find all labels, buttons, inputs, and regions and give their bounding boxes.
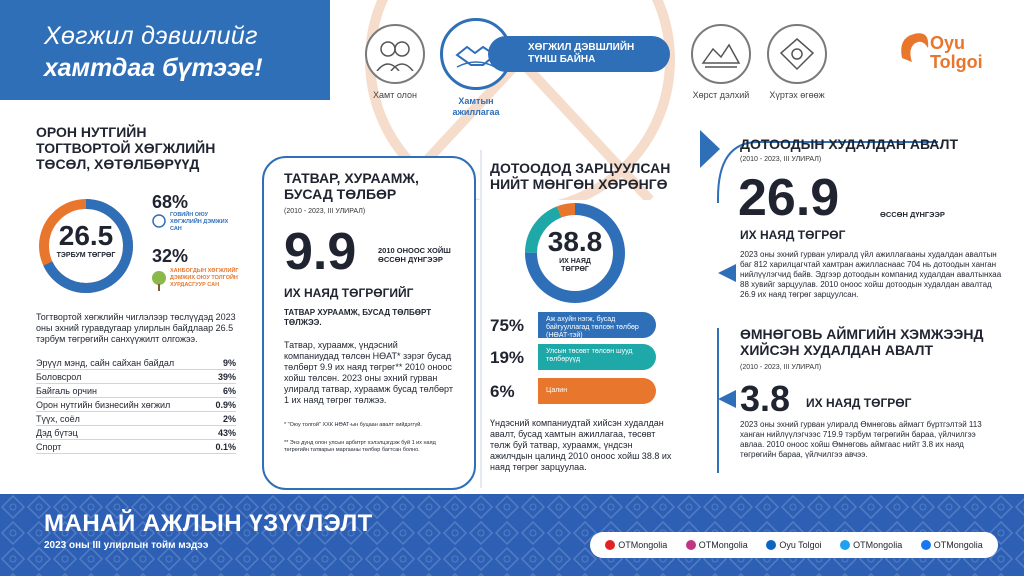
ornament-icon	[767, 24, 827, 84]
oyu-tolgoi-logo-icon	[898, 28, 934, 72]
tax-unit: ИХ НАЯД ТӨГРӨГИЙГ	[284, 286, 414, 300]
youtube-icon	[605, 540, 615, 550]
main-title-line1: Хөгжил дэвшлийг	[44, 22, 258, 50]
social-facebook[interactable]	[921, 540, 983, 550]
social-instagram[interactable]	[686, 540, 748, 550]
row-value: 0.1%	[215, 442, 236, 452]
org-khanbogd-fund: ХАНБОГДЫН ХӨГЖЛИЙГ ДЭМЖИХ ОЮУ ТОЛГОЙН ХУРДАСГУУР САН	[170, 268, 239, 288]
omnogovi-body: 2023 оны эхний гурван улиралд Өмнөговь аймагт бүртгэлтэй 113 ханган нийлүүлэгчээс 719.9 тэрбум төгрөгийн бараа, үйлчилгээ авлаа. 2010 оноос хойш Өмнөговь аймгаас нийт 3.8 их наяд төгрөгийн бараа, үйлчилгээ авчээ.	[740, 420, 982, 459]
footer-title: МАНАЙ АЖЛЫН ҮЗҮҮЛЭЛТ	[44, 510, 373, 537]
bar-pct: 6%	[490, 382, 515, 401]
row-value: 2%	[222, 414, 236, 424]
table-row	[36, 440, 236, 454]
pillar-label: Хамт олон	[373, 90, 417, 100]
row-label: Спорт	[36, 442, 62, 452]
row-value: 43%	[217, 428, 236, 438]
logo-line2: Tolgoi	[930, 52, 983, 72]
fund-emblem-icon	[152, 214, 166, 228]
pillar-label: Хүртэх өгөөж	[769, 90, 825, 100]
tax-title: ТАТВАР, ХУРААМЖ, БУСАД ТӨЛБӨР	[284, 170, 419, 202]
domestic-title: ДОТООДЫН ХУДАЛДАН АВАЛТ	[740, 136, 959, 152]
tax-note1: * "Оюу толгой" ХХК НӨАТ-ын буцаан авалт хийдэггүй.	[284, 422, 422, 428]
funding-value: 26.5	[58, 220, 114, 251]
linkedin-icon	[766, 540, 776, 550]
social-links	[590, 532, 998, 558]
table-row	[36, 384, 236, 398]
pillar-benefit	[760, 24, 834, 101]
logo-line1: Oyu	[930, 33, 966, 53]
partner-tag: ХӨГЖИЛ ДЭВШЛИЙН ТҮНШ БАЙНА	[488, 36, 670, 72]
table-row	[36, 398, 236, 412]
pillar-earth	[686, 24, 756, 101]
instagram-icon	[686, 540, 696, 550]
omnogovi-title: ӨМНӨГОВЬ АЙМГИЙН ХЭМЖЭЭНД ХИЙСЭН ХУДАЛДАН АВАЛТ	[740, 326, 984, 358]
social-label: OTMongolia	[698, 540, 748, 550]
table-row	[36, 426, 236, 440]
spend-title: ДОТООДОД ЗАРЦУУЛСАН НИЙТ МӨНГӨН ХӨРӨНГӨ	[490, 160, 671, 192]
sdg-title: ОРОН НУТГИЙН ТОГТВОРТОЙ ХӨГЖЛИЙН ТӨСӨЛ, ХӨТӨЛБӨРҮҮД	[36, 124, 216, 172]
funding-breakdown-table	[36, 356, 236, 454]
table-row	[36, 356, 236, 370]
domestic-body: 2023 оны эхний гурван улиралд үйл ажиллагааны худалдан авалтын баг 812 харилцагчтай хамтран ажилласнаас 704 нь дотоодын ханган нийлүүлэгчид байв. Эдгээр дотоодын компанид худалдан авалтынхаа 88 хувийг зарцуулав. 2010 оноос хойш дотоодын худалдан авалтад 26.9 их наяд төгрөг зарцуулсан.	[740, 250, 1002, 299]
bar-salary: Цалин	[538, 378, 656, 404]
social-label: OTMongolia	[618, 540, 668, 550]
arrow-decoration	[716, 262, 738, 284]
row-label: Байгаль орчин	[36, 386, 97, 396]
social-linkedin[interactable]	[766, 540, 821, 550]
row-label: Дэд бүтэц	[36, 428, 78, 438]
omnogovi-value: 3.8	[740, 378, 791, 419]
row-value: 6%	[222, 386, 236, 396]
pillar-label: Хамтын ажиллагаа	[452, 96, 500, 117]
bar-pct: 75%	[490, 316, 525, 335]
tax-subtitle: ТАТВАР ХУРААМЖ, БУСАД ТӨЛБӨРТ ТӨЛЖЭЭ.	[284, 308, 432, 327]
spend-body: Үндэсний компаниудтай хийсэн худалдан авалт, бусад хамтын ажиллагаа, төсөвт төлж буй татвар, хураамж, үндсэн ажилчдын цалинд 2010 оноос хойш 38.8 их наяд төгрөг зарцуулаа.	[490, 418, 672, 472]
footer-subtitle: 2023 оны III улирлын тойм мэдээ	[44, 540, 209, 551]
domestic-value: 26.9	[738, 169, 840, 227]
social-label: OTMongolia	[933, 540, 983, 550]
social-twitter[interactable]	[840, 540, 902, 550]
table-row	[36, 370, 236, 384]
tree-icon	[150, 270, 168, 292]
funding-unit: ТЭРБУМ ТӨГРӨГ	[56, 252, 116, 259]
spend-unit: ИХ НАЯД ТӨГРӨГ	[559, 258, 591, 273]
tax-body: Татвар, хураамж, үндэсний компаниудад төлсөн НӨАТ* зэрэг бусад төлбөрт 9.9 их наяд төгрөг** 2010 оноос хойш төлсөн. 2023 оны эхний гурван улиралд татвар, хураамж бусад төлбөрт 1 их наяд төгрөг төлжээ.	[284, 340, 453, 405]
tax-value: 9.9	[284, 223, 357, 281]
funding-description: Тогтвортой хөгжлийн чиглэлээр төслүүдэд 2023 оны эхний гуравдугаар улирлын байдлаар 26.5 тэрбум төгрөгийн санхүүжилт олгожээ.	[36, 312, 236, 344]
bar-pct: 19%	[490, 348, 525, 367]
pillar-community	[360, 24, 430, 101]
workers-icon	[365, 24, 425, 84]
omnogovi-period: (2010 - 2023, III УЛИРАЛ)	[740, 364, 822, 371]
row-label: Эрүүл мэнд, сайн сайхан байдал	[36, 358, 175, 368]
domestic-unit: ИХ НАЯД ТӨГРӨГ	[740, 228, 846, 242]
omnogovi-unit: ИХ НАЯД ТӨГРӨГ	[806, 396, 912, 410]
pct-68: 68%	[152, 192, 189, 212]
tax-period: (2010 - 2023, III УЛИРАЛ)	[284, 208, 366, 215]
row-value: 9%	[222, 358, 236, 368]
company-logo	[930, 34, 983, 72]
twitter-icon	[840, 540, 850, 550]
main-title-line2: хамтдаа бүтээе!	[44, 54, 263, 82]
row-label: Орон нутгийн бизнесийн хөгжил	[36, 400, 171, 410]
social-youtube[interactable]	[605, 540, 667, 550]
row-label: Боловсрол	[36, 372, 82, 382]
bar-payments: Аж ахуйн нэгж, бусад байгууллагад төлсөн төлбөр (НӨАТ-тэй)	[538, 312, 656, 338]
social-label: Oyu Tolgoi	[779, 540, 822, 550]
row-value: 0.9%	[215, 400, 236, 410]
landscape-icon	[691, 24, 751, 84]
domestic-period: (2010 - 2023, III УЛИРАЛ)	[740, 156, 822, 163]
social-label: OTMongolia	[853, 540, 903, 550]
row-value: 39%	[217, 372, 236, 382]
pillar-label: Хөрст дэлхий	[692, 90, 750, 100]
facebook-icon	[921, 540, 931, 550]
row-label: Түүх, соёл	[36, 414, 80, 424]
pct-32: 32%	[152, 246, 189, 266]
table-row	[36, 412, 236, 426]
domestic-side-note: ӨССӨН ДҮНГЭЭР	[880, 210, 945, 219]
arrow-decoration	[716, 388, 738, 410]
org-gobi-fund: ГОВИЙН ОЮУ ХӨГЖЛИЙН ДЭМЖИХ САН	[170, 212, 229, 232]
tax-note2: ** Энэ дүнд олон улсын арбитрт хэлэлцэгдэж буй 1 их наяд төгрөгийн татварын маргааны төлбөр багтсан болно.	[284, 440, 436, 453]
spend-value: 38.8	[547, 226, 603, 257]
bar-budget: Улсын төсөвт төлсөн шууд төлбөрүүд	[538, 344, 656, 370]
tax-side-note: 2010 ОНООС ХОЙШ ӨССӨН ДҮНГЭЭР	[378, 246, 451, 264]
